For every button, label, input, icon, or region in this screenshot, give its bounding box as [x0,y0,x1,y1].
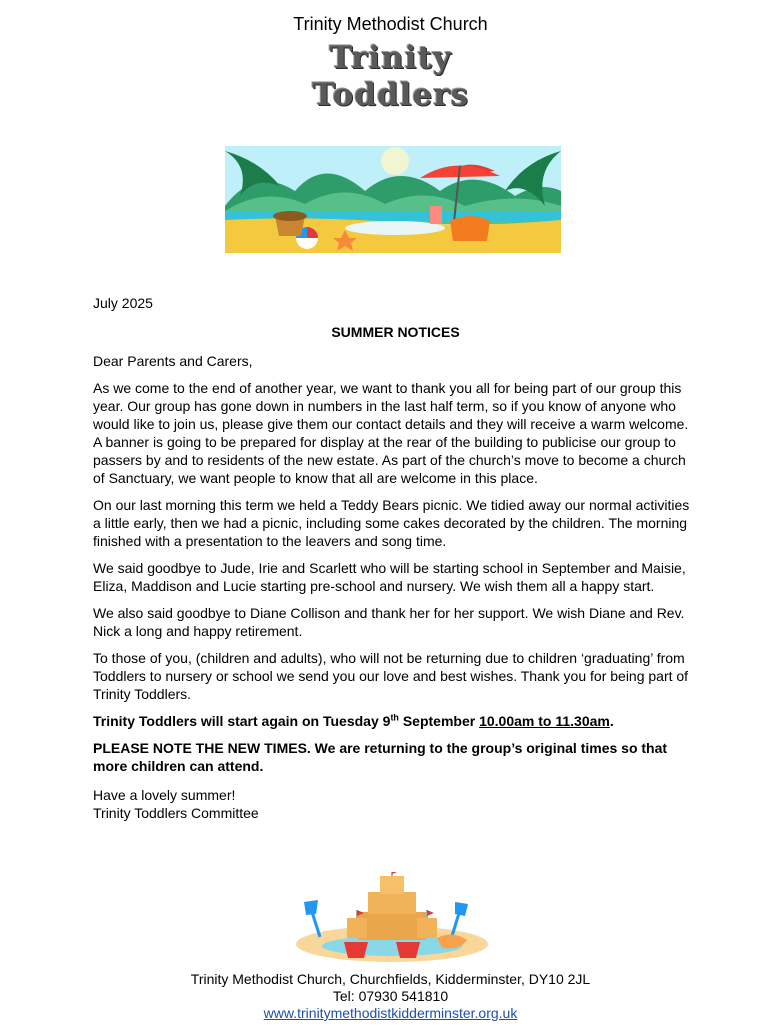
paragraph-leavers: We said goodbye to Jude, Irie and Scarlett who will be starting school in September and Maisie, Eliza, Maddison and Lucie starting pre-school and nursery. We wish them all a happy start. [93,560,686,594]
restart-prefix: Trinity Toddlers will start again on Tuesday 9 [93,713,391,729]
logo-line-1: Trinity [329,40,452,76]
letter-greeting: Dear Parents and Carers, [93,353,253,369]
footer [0,971,781,1022]
restart-times: 10.00am to 11.30am [479,713,610,729]
footer-address: Trinity Methodist Church, Churchfields, Kidderminster, DY10 2JL [190,971,591,987]
restart-notice [93,712,698,730]
signoff-line-1: Have a lovely summer! [93,787,236,803]
beach-banner-image [225,146,561,253]
church-name: Trinity Methodist Church [293,14,488,34]
sandcastle-image [292,872,492,964]
paragraph-picnic: On our last morning this term we held a Teddy Bears picnic. We tidied away our normal activities a little early, then we had a picnic, including some cakes decorated by the children. The morning finished with a presentation to the leavers and song time. [93,497,690,549]
letter-heading: SUMMER NOTICES [331,324,460,340]
toddlers-logo [0,40,781,114]
restart-suffix: . [609,713,614,729]
paragraph-farewell: To those of you, (children and adults), who will not be returning due to children ‘graduating’ from Toddlers to nursery or school we send you our love and best wishes. Thank you for being part of Trinity Toddlers. [93,650,689,702]
restart-superscript: th [390,712,399,723]
footer-phone: Tel: 07930 541810 [332,988,449,1004]
signoff-line-2: Trinity Toddlers Committee [93,805,259,821]
paragraph-retirement: We also said goodbye to Diane Collison and thank her for her support. We wish Diane and Rev. Nick a long and happy retirement. [93,605,685,639]
letter-signoff [93,786,698,822]
paragraph-thanks: As we come to the end of another year, we want to thank you all for being part of our group this year. Our group has gone down in numbers in the last half term, so if you know of anyone who would like to join us, please give them our contact details and they will receive a warm welcome. A banner is going to be prepared for display at the rear of the building to publicise our group to passers by and to residents of the new estate. As part of the church’s move to become a church of Sanctuary, we want people to know that all are welcome in this place. [93,380,689,486]
new-times-notice: PLEASE NOTE THE NEW TIMES. We are returning to the group’s original times so that more children can attend. [93,740,668,774]
website-link[interactable]: www.trinitymethodistkidderminster.org.uk [263,1005,518,1021]
letter-date: July 2025 [93,295,153,311]
restart-middle: September [398,713,480,729]
letter-body [93,294,698,831]
logo-line-2: Toddlers [312,77,469,113]
